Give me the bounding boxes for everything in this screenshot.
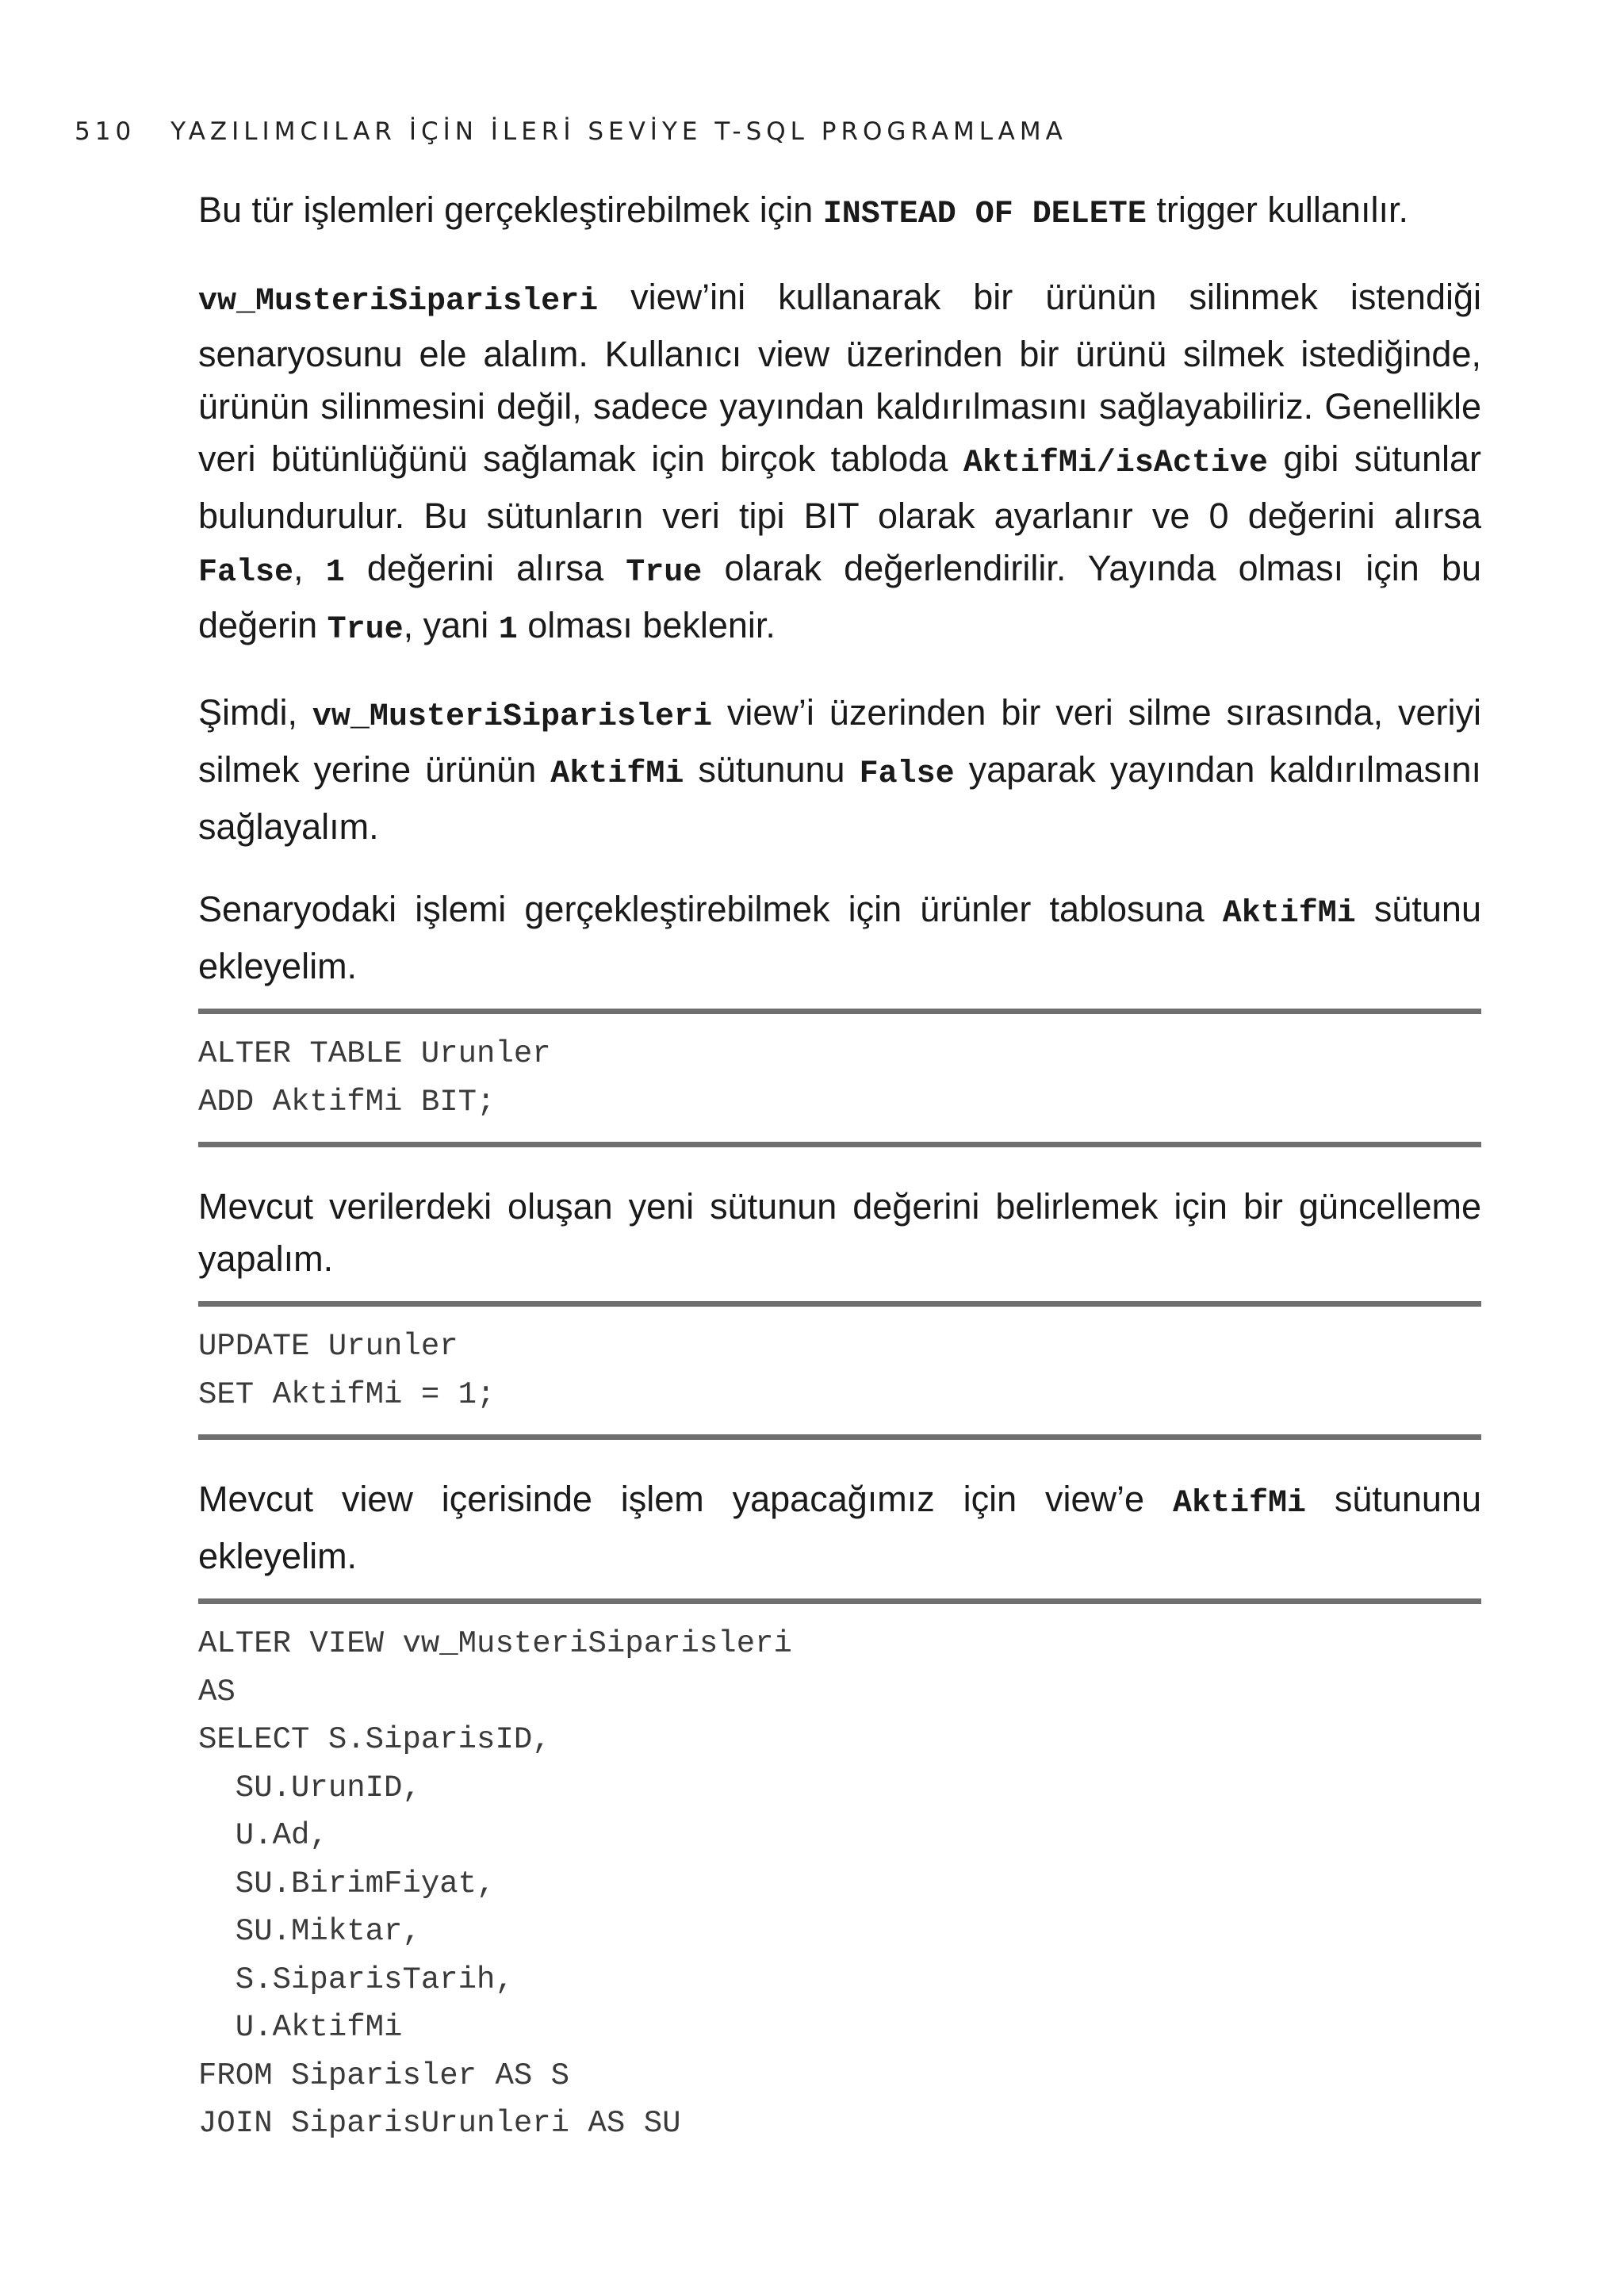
text-run: view’i üzerinden bir veri silme sırasında, veriyi silmek yerine ürünün — [198, 692, 1482, 790]
text-run: trigger kullanılır. — [1146, 190, 1408, 230]
inline-code: AktifMi — [550, 756, 684, 792]
code-line: FROM Siparisler AS S — [198, 2058, 570, 2093]
code-block-update — [198, 1301, 1481, 1440]
code-listing — [198, 1620, 1481, 2148]
paragraph-alter-view — [198, 1473, 1481, 1583]
code-line: JOIN SiparisUrunleri AS SU — [198, 2106, 681, 2141]
text-run: , yani — [403, 605, 499, 645]
paragraph-intro — [198, 184, 1481, 241]
code-line: U.AktifMi — [198, 2010, 403, 2045]
paragraph-update — [198, 1181, 1481, 1285]
inline-code: INSTEAD OF DELETE — [822, 197, 1147, 232]
code-line: SU.BirimFiyat, — [198, 1866, 496, 1901]
inline-code: False — [198, 555, 294, 591]
code-line: AS — [198, 1674, 236, 1709]
inline-code: 1 — [498, 612, 518, 648]
code-line: ALTER TABLE Urunler — [198, 1036, 551, 1071]
text-run: sütunu ekleyelim. — [198, 889, 1481, 986]
inline-code: 1 — [325, 555, 345, 591]
text-run: olarak değerlendirilir. Yayında olması için bu değerin — [198, 548, 1481, 645]
page-number: 510 — [75, 117, 136, 146]
paragraph-add-column — [198, 883, 1481, 993]
text-run: sütununu — [684, 749, 860, 790]
code-line: SU.UrunID, — [198, 1770, 421, 1805]
text-run: view’ini kullanarak bir ürünün silinmek istendiği senaryosunu ele alalım. Kullanıcı view üzerinden bir ürünü silmek istediğinde, ürünün silinmesini değil, sadece yayından kaldırılmasını sağlayabiliriz. Genellikle veri bütünlüğünü sağlamak için birçok tabloda — [198, 277, 1481, 479]
code-listing — [198, 1030, 1481, 1126]
paragraph-instead — [198, 687, 1481, 853]
inline-code: AktifMi/isActive — [963, 446, 1268, 481]
inline-code: vw_MusteriSiparisleri — [312, 699, 713, 735]
text-run: değerini alırsa — [344, 548, 626, 588]
book-title: YAZILIMCILAR İÇİN İLERİ SEVİYE T-SQL PROGRAMLAMA — [170, 117, 1067, 146]
code-line: U.Ad, — [198, 1818, 328, 1853]
inline-code: AktifMi — [1172, 1486, 1306, 1522]
inline-code: vw_MusteriSiparisleri — [198, 284, 599, 320]
running-header — [75, 117, 1067, 146]
text-run: gibi sütunlar bulundurulur. Bu sütunların veri tipi BIT olarak ayarlanır ve 0 değerini alırsa — [198, 438, 1481, 536]
inline-code: True — [626, 555, 703, 591]
inline-code: False — [859, 756, 955, 792]
code-line: SET AktifMi = 1; — [198, 1376, 496, 1412]
text-run: , — [293, 548, 326, 588]
text-run: Mevcut verilerdeki oluşan yeni sütunun değerini belirlemek için bir güncelleme yapalım. — [198, 1186, 1481, 1279]
code-line: SU.Miktar, — [198, 1914, 421, 1949]
code-listing — [198, 1323, 1481, 1418]
text-run: Senaryodaki işlemi gerçekleştirebilmek için ürünler tablosuna — [198, 889, 1223, 929]
text-run: Mevcut view içerisinde işlem yapacağımız için view’e — [198, 1479, 1173, 1519]
code-line: ADD AktifMi BIT; — [198, 1084, 496, 1120]
code-line: SELECT S.SiparisID, — [198, 1722, 551, 1757]
text-run: olması beklenir. — [517, 605, 776, 645]
code-line: S.SiparisTarih, — [198, 1962, 514, 1997]
code-line: UPDATE Urunler — [198, 1329, 458, 1364]
inline-code: AktifMi — [1222, 896, 1356, 932]
page-content — [198, 184, 1481, 2197]
code-line: ALTER VIEW vw_MusteriSiparisleri — [198, 1626, 792, 1661]
paragraph-scenario — [198, 271, 1481, 657]
text-run: yaparak yayından kaldırılmasını sağlayalım. — [198, 749, 1482, 847]
text-run: sütununu ekleyelim. — [198, 1479, 1481, 1576]
text-run: Şimdi, — [198, 692, 312, 733]
inline-code: True — [327, 612, 404, 648]
code-block-alter-table — [198, 1009, 1481, 1147]
text-run: Bu tür işlemleri gerçekleştirebilmek için — [198, 190, 823, 230]
code-block-alter-view — [198, 1598, 1481, 2164]
